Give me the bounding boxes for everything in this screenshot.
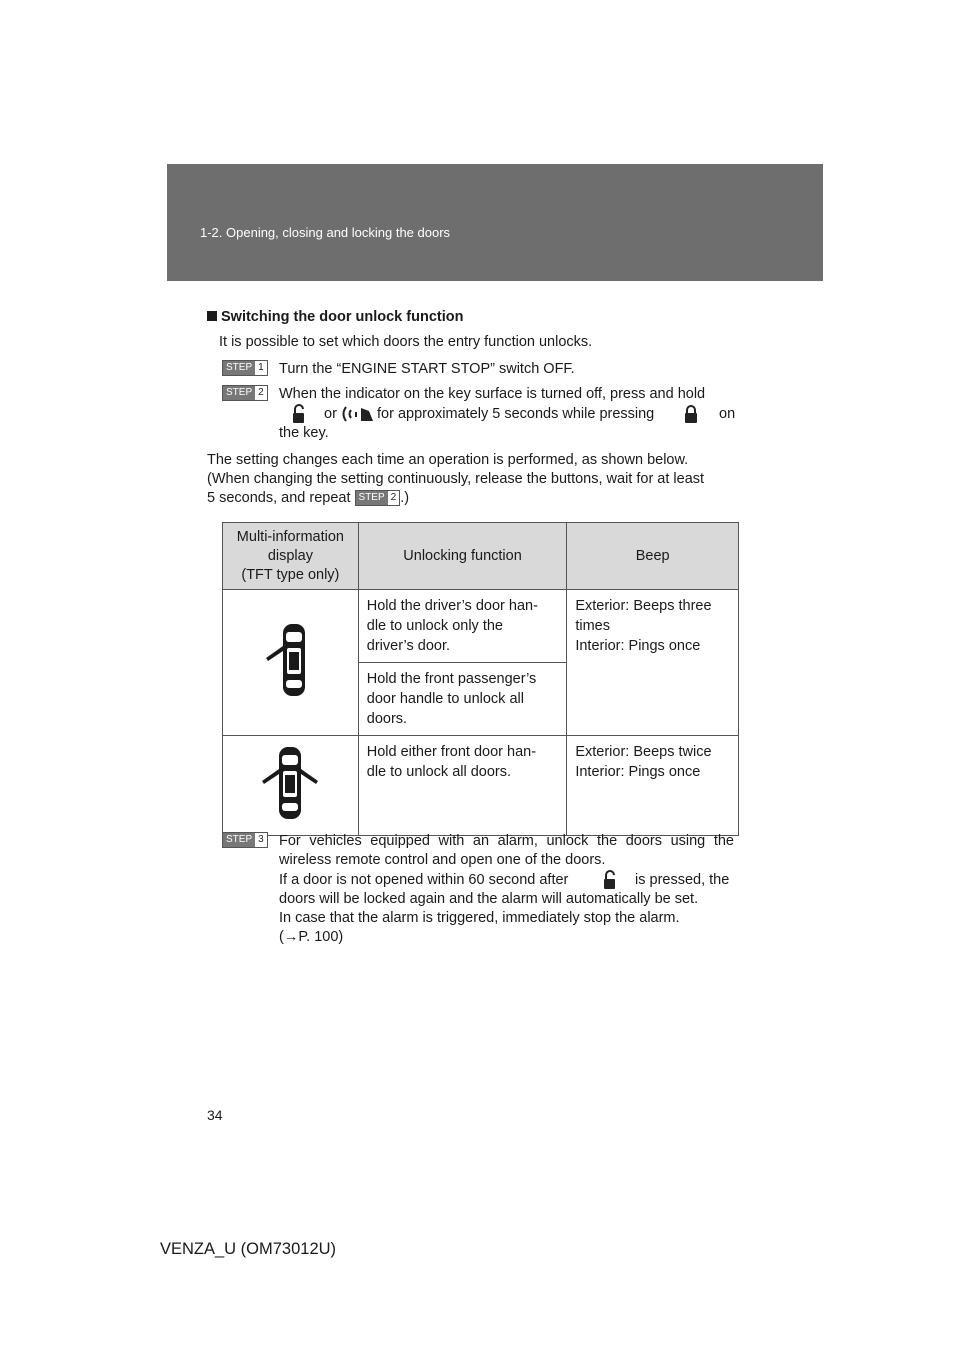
col-header-beep: Beep	[567, 523, 739, 590]
unlock-icon	[291, 404, 307, 424]
intro-text: It is possible to set which doors the entry function unlocks.	[219, 334, 593, 350]
step-3-line5: In case that the alarm is triggered, immediately stop the alarm.	[279, 910, 680, 926]
function-cell: Hold the front passenger’s door handle to unlock all doors.	[358, 663, 567, 736]
col-header-function: Unlocking function	[358, 523, 567, 590]
lock-icon	[683, 404, 699, 424]
display-cell	[223, 736, 359, 836]
heading-text: Switching the door unlock function	[221, 309, 464, 325]
step-1-text: Turn the “ENGINE START STOP” switch OFF.	[279, 361, 575, 377]
step-3-line4: doors will be locked again and the alarm will automatically be set.	[279, 891, 699, 907]
step-2-ref-badge: STEP 2	[355, 490, 401, 506]
step-3-badge: STEP 3	[222, 832, 268, 848]
step-2-on: on	[719, 406, 736, 422]
car-driver-door-open-icon	[260, 618, 320, 702]
unlock-function-table	[222, 522, 739, 836]
trunk-open-icon	[341, 405, 375, 423]
step-2-mid: for approximately 5 seconds while pressing	[377, 406, 655, 422]
page-number: 34	[207, 1107, 223, 1123]
step-3-page-ref[interactable]: (→P. 100)	[279, 929, 344, 945]
setting-line1: The setting changes each time an operation is performed, as shown below.	[207, 452, 689, 468]
function-cell: Hold either front door han- dle to unlock all doors.	[358, 736, 567, 836]
table-row	[223, 736, 739, 836]
step-2-badge: STEP 2	[222, 385, 268, 401]
step-2-line1: When the indicator on the key surface is turned off, press and hold	[279, 386, 706, 402]
section-title: 1-2. Opening, closing and locking the doors	[200, 225, 451, 240]
header-band	[167, 164, 823, 281]
step-2-line3: the key.	[279, 425, 329, 441]
unlock-icon	[602, 870, 618, 890]
step-3-line3: If a door is not opened within 60 second after is pressed, the	[279, 872, 730, 888]
table-row	[223, 590, 739, 663]
step-3-line2: wireless remote control and open one of the doors.	[279, 852, 606, 868]
square-bullet-icon	[207, 311, 217, 321]
step-1-badge: STEP 1	[222, 360, 268, 376]
model-code: VENZA_U (OM73012U)	[160, 1240, 337, 1258]
section-heading	[207, 309, 463, 325]
car-both-doors-open-icon	[255, 741, 325, 825]
beep-cell: Exterior: Beeps three times Interior: Pings once	[567, 590, 739, 736]
col-header-display: Multi-information display (TFT type only)	[223, 523, 359, 590]
display-cell	[223, 590, 359, 736]
step-2-or: or	[324, 406, 337, 422]
step-3-line1: For vehicles equipped with an alarm, unlock the doors using the	[279, 833, 734, 849]
setting-line3: 5 seconds, and repeat STEP 2 .)	[207, 490, 410, 506]
table-header-row	[223, 523, 739, 590]
beep-cell: Exterior: Beeps twice Interior: Pings once	[567, 736, 739, 836]
setting-line2: (When changing the setting continuously, release the buttons, wait for at least	[207, 471, 705, 487]
step-2-line2	[279, 404, 739, 426]
function-cell: Hold the driver’s door han- dle to unlock only the driver’s door.	[358, 590, 567, 663]
